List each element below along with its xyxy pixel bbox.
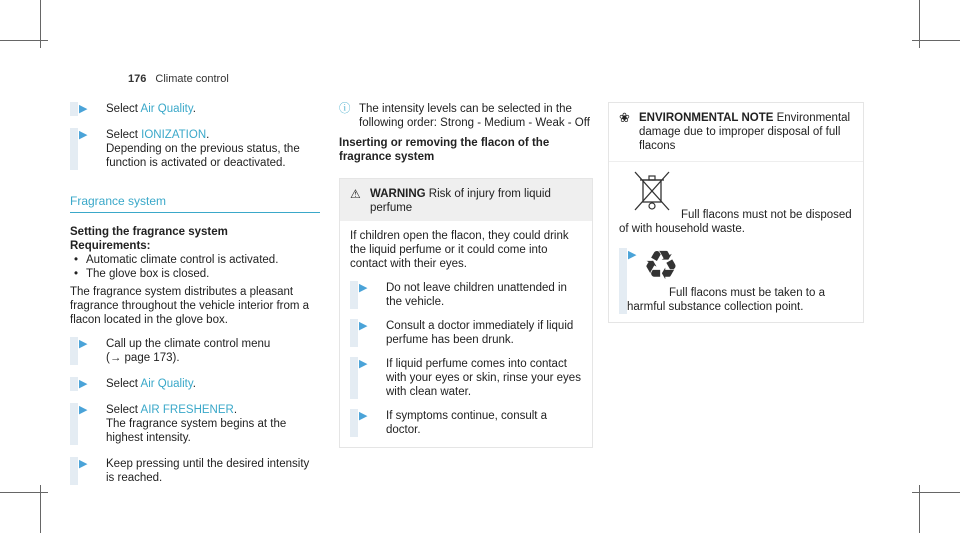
environmental-note-label: ENVIRONMENTAL NOTE [639, 112, 774, 124]
warning-header [340, 179, 592, 221]
warning-box [339, 178, 593, 448]
recycle-text: Full flacons must be taken to a harmful substance collection point. [627, 287, 825, 313]
menu-link-air-quality[interactable]: Air Quality [140, 378, 193, 390]
page-number: 176 [128, 73, 147, 85]
info-icon: ⓘ [339, 103, 351, 115]
subsection-heading: Inserting or removing the flacon of the fragrance system [339, 137, 550, 163]
environmental-note-box [608, 102, 864, 323]
arrow-icon: ▶ [79, 378, 88, 390]
step-detail: Depending on the previous status, the function is activated or deactivated. [106, 143, 300, 169]
dispose-text: Full flacons must not be disposed of with household waste. [619, 209, 852, 235]
warning-label: WARNING [370, 188, 426, 200]
arrow-icon: ▶ [79, 103, 88, 115]
description-paragraph: The fragrance system distributes a pleasant fragrance throughout the vehicle interior from a flacon located in the glove box. [70, 286, 310, 326]
dispose-row [619, 170, 853, 236]
step-select-air-quality-2: ▶ Select Air Quality. [70, 377, 320, 391]
arrow-icon: ▶ [359, 410, 368, 422]
column-middle [339, 102, 593, 448]
menu-link-air-quality[interactable]: Air Quality [140, 103, 193, 115]
page-header [128, 72, 229, 86]
page-reference-link[interactable]: (→ page 173). [106, 352, 180, 364]
warning-title: Risk of injury from liquid perfume [370, 188, 551, 214]
warning-step: ▶ Do not leave children unattended in the vehicle. [350, 281, 582, 309]
column-right [608, 102, 864, 323]
warning-step: ▶ If liquid perfume comes into contact with your eyes or skin, rinse your eyes with clean water. [350, 357, 582, 399]
environment-symbol-icon: ❀ [619, 110, 630, 125]
arrow-icon: ▶ [79, 404, 88, 416]
column-left [70, 102, 320, 497]
warning-step: ▶ If symptoms continue, consult a doctor. [350, 409, 582, 437]
step-keep-pressing: ▶ Keep pressing until the desired intensity is reached. [70, 457, 320, 485]
arrow-icon: ▶ [79, 338, 88, 350]
section-name: Climate control [155, 73, 229, 85]
arrow-icon: ▶ [79, 129, 88, 141]
menu-link-air-freshener[interactable]: AIR FRESHENER [140, 404, 234, 416]
warning-text: If children open the flacon, they could drink the liquid perfume or it could come into contact with their eyes. [350, 230, 569, 270]
crossed-bin-icon [633, 170, 673, 214]
environmental-note-title: Environmental damage due to improper disposal of full flacons [639, 112, 851, 152]
environmental-note-header [609, 103, 863, 162]
requirement-item: • Automatic climate control is activated. [70, 253, 320, 267]
warning-triangle-icon: ⚠ [350, 187, 361, 201]
section-title: Fragrance system [70, 194, 320, 213]
warning-body [340, 221, 592, 447]
recycle-step [619, 244, 853, 314]
subsection-title: Setting the fragrance system [70, 226, 228, 238]
arrow-icon: ▶ [359, 282, 368, 294]
environmental-note-body [609, 162, 863, 322]
arrow-icon: ▶ [359, 320, 368, 332]
recycle-icon: ♻ [643, 244, 679, 288]
step-select-ionization: ▶ Select IONIZATION. Depending on the previous status, the function is activated or deactivated. [70, 128, 320, 170]
step-detail: The fragrance system begins at the highest intensity. [106, 418, 287, 444]
requirement-item: • The glove box is closed. [70, 267, 320, 281]
arrow-icon: ▶ [628, 249, 637, 261]
requirements-label: Requirements: [70, 240, 151, 252]
menu-link-ionization[interactable]: IONIZATION [141, 129, 207, 141]
arrow-icon: ▶ [359, 358, 368, 370]
step-select-air-freshener: ▶ Select AIR FRESHENER. The fragrance system begins at the highest intensity. [70, 403, 320, 445]
info-note: ⓘ The intensity levels can be selected in the following order: Strong - Medium - Weak - Off [339, 103, 590, 129]
arrow-icon: ▶ [79, 458, 88, 470]
step-call-up-menu: ▶ Call up the climate control menu (→ page 173). [70, 337, 320, 365]
step-select-air-quality: ▶ Select Air Quality. [70, 102, 320, 116]
warning-step: ▶ Consult a doctor immediately if liquid perfume has been drunk. [350, 319, 582, 347]
